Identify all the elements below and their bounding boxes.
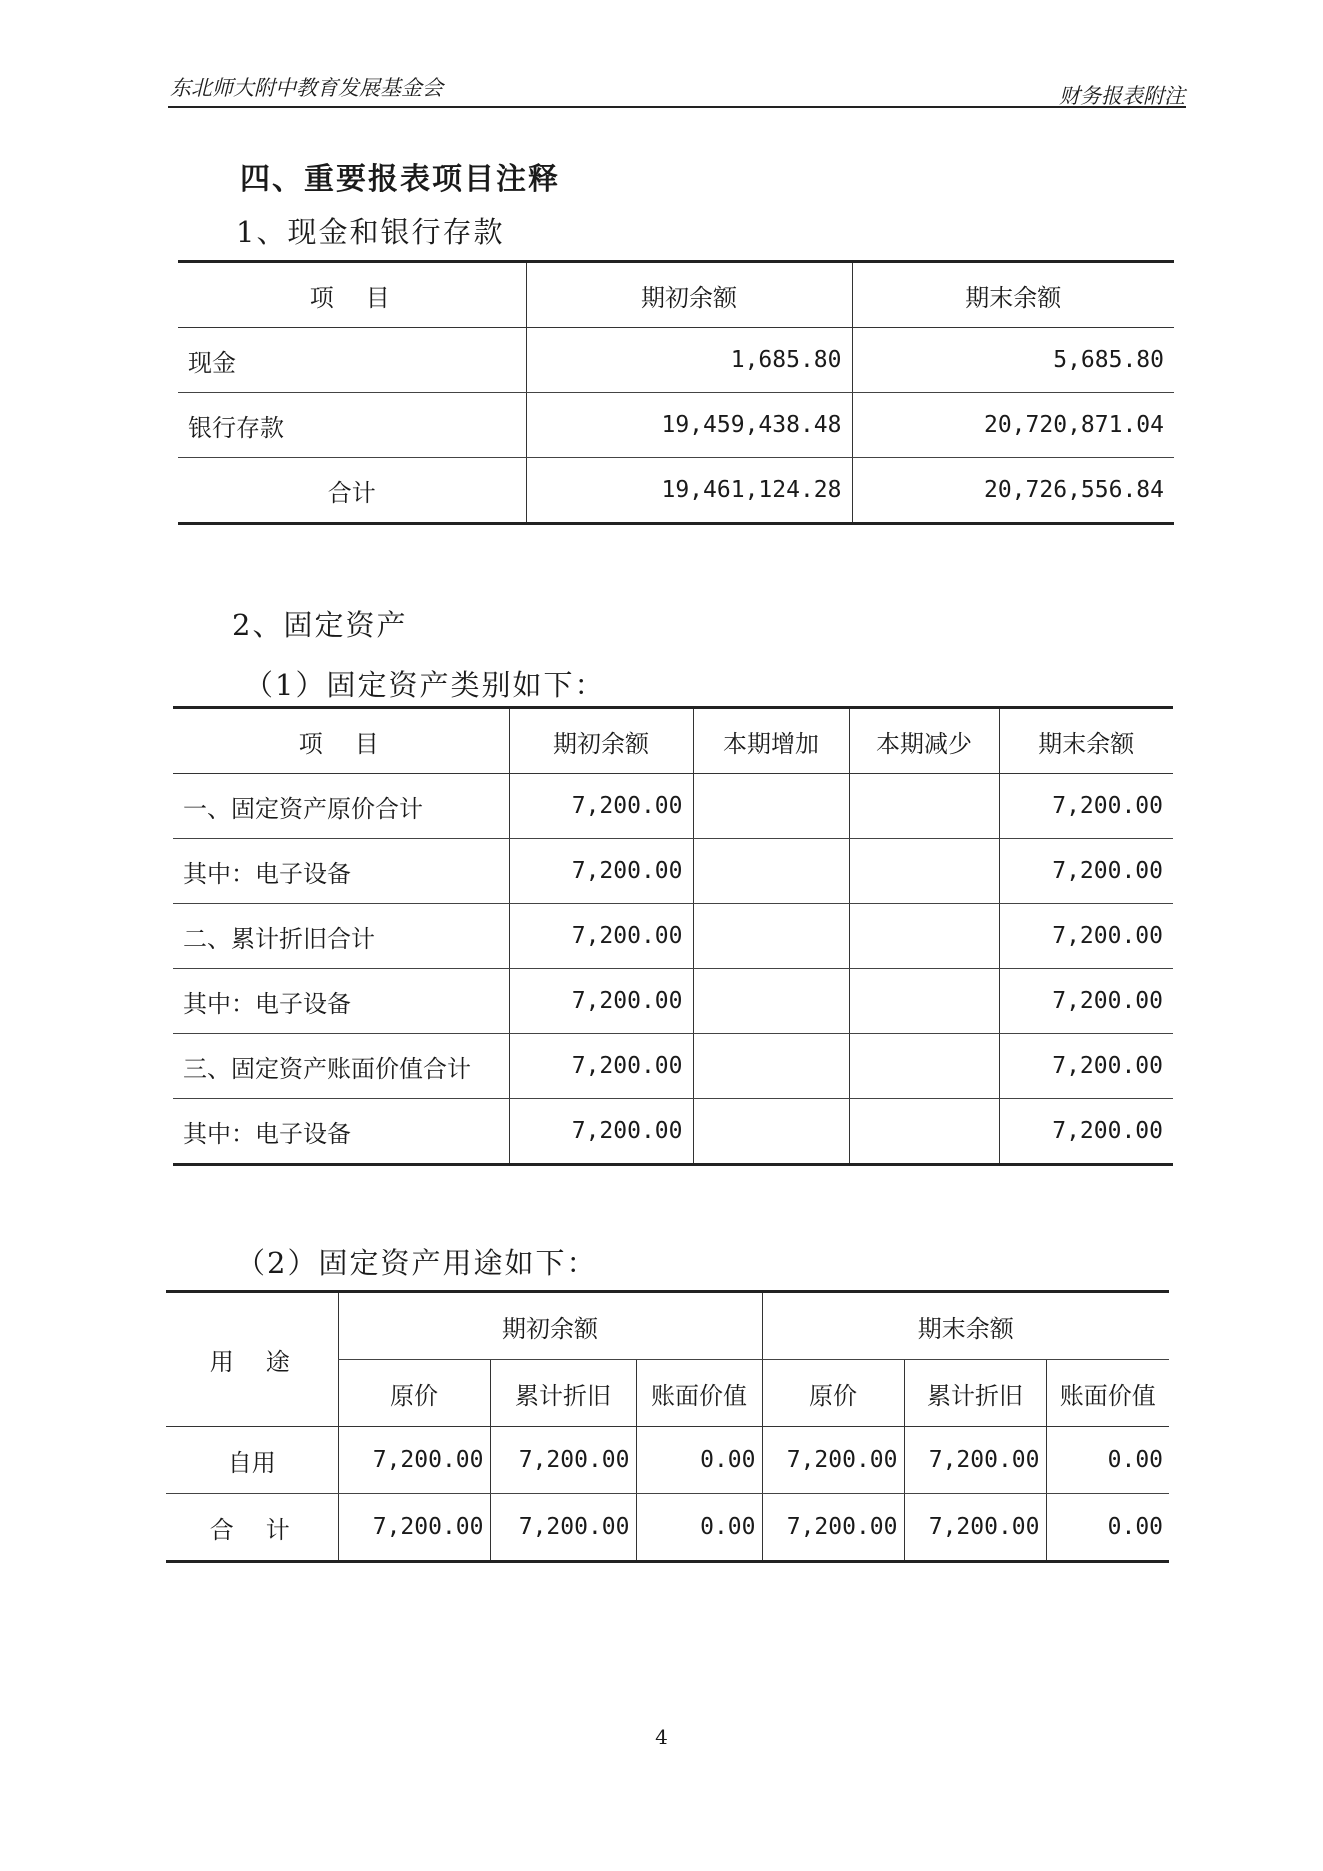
end-value: 7,200.00: [999, 839, 1173, 904]
begin-accumulated-depreciation: 7,200.00: [490, 1494, 636, 1562]
running-header-title: 财务报表附注: [1059, 84, 1185, 108]
subsection-cash-title: 1、现金和银行存款: [236, 215, 505, 249]
end-original-cost: 7,200.00: [762, 1494, 904, 1562]
page-number: 4: [655, 1725, 668, 1749]
table-header-row: [173, 708, 1173, 774]
end-book-value: 0.00: [1046, 1494, 1169, 1562]
header-begin-balance: 期初余额: [526, 262, 852, 328]
end-value: 7,200.00: [999, 774, 1173, 839]
begin-value: 7,200.00: [509, 774, 693, 839]
table-row: [178, 328, 1174, 393]
increase-value: [693, 1034, 849, 1099]
increase-value: [693, 969, 849, 1034]
begin-value: 1,685.80: [526, 328, 852, 393]
row-label: 三、固定资产账面价值合计: [173, 1034, 509, 1099]
header-begin-balance: 期初余额: [509, 708, 693, 774]
begin-value: 7,200.00: [509, 1034, 693, 1099]
increase-value: [693, 904, 849, 969]
begin-original-cost: 7,200.00: [338, 1494, 490, 1562]
header-book-value: 账面价值: [1046, 1360, 1169, 1427]
table-row-total: [178, 458, 1174, 524]
header-item: 项 目: [173, 708, 509, 774]
row-label: 现金: [178, 328, 526, 393]
end-value: 20,720,871.04: [852, 393, 1174, 458]
header-item: 项 目: [178, 262, 526, 328]
row-label: 二、累计折旧合计: [173, 904, 509, 969]
decrease-value: [849, 839, 999, 904]
end-accumulated-depreciation: 7,200.00: [904, 1427, 1046, 1494]
header-group-end-balance: 期末余额: [762, 1292, 1169, 1360]
subsection-fixed-assets-title: 2、固定资产: [232, 608, 408, 642]
table-row: [178, 393, 1174, 458]
header-original-cost: 原价: [762, 1360, 904, 1427]
table-row: [166, 1427, 1169, 1494]
end-value: 7,200.00: [999, 969, 1173, 1034]
table-row: [173, 904, 1173, 969]
end-book-value: 0.00: [1046, 1427, 1169, 1494]
header-book-value: 账面价值: [636, 1360, 762, 1427]
row-label: 一、固定资产原价合计: [173, 774, 509, 839]
begin-accumulated-depreciation: 7,200.00: [490, 1427, 636, 1494]
subsection-fixed-assets-usage-title: （2）固定资产用途如下：: [236, 1246, 598, 1280]
row-label: 其中：电子设备: [173, 839, 509, 904]
table-row: [173, 839, 1173, 904]
row-label: 其中：电子设备: [183, 1119, 351, 1148]
table-row: [173, 969, 1173, 1034]
header-end-balance: 期末余额: [999, 708, 1173, 774]
table-row-total: [166, 1494, 1169, 1562]
increase-value: [693, 774, 849, 839]
table-row: [173, 1099, 1173, 1165]
row-label: 合计: [327, 478, 376, 507]
begin-original-cost: 7,200.00: [338, 1427, 490, 1494]
decrease-value: [849, 969, 999, 1034]
fixed-assets-usage-table: [166, 1290, 1169, 1563]
begin-book-value: 0.00: [636, 1494, 762, 1562]
header-increase: 本期增加: [693, 708, 849, 774]
fixed-assets-category-table: [173, 706, 1173, 1166]
header-rule: [168, 106, 1186, 108]
header-decrease: 本期减少: [849, 708, 999, 774]
increase-value: [693, 1099, 849, 1165]
row-label: 银行存款: [178, 393, 526, 458]
begin-value: 19,459,438.48: [526, 393, 852, 458]
header-original-cost: 原价: [338, 1360, 490, 1427]
decrease-value: [849, 904, 999, 969]
header-accumulated-depreciation: 累计折旧: [904, 1360, 1046, 1427]
begin-value: 19,461,124.28: [526, 458, 852, 524]
table-row: [173, 1034, 1173, 1099]
end-accumulated-depreciation: 7,200.00: [904, 1494, 1046, 1562]
begin-value: 7,200.00: [509, 1099, 693, 1165]
row-label: 其中：电子设备: [173, 969, 509, 1034]
end-value: 7,200.00: [999, 904, 1173, 969]
decrease-value: [849, 1099, 999, 1165]
cash-bank-table: [178, 260, 1174, 525]
decrease-value: [849, 1034, 999, 1099]
row-label: 合 计: [209, 1515, 294, 1544]
subsection-fixed-assets-category-title: （1）固定资产类别如下：: [244, 668, 606, 702]
begin-book-value: 0.00: [636, 1427, 762, 1494]
header-accumulated-depreciation: 累计折旧: [490, 1360, 636, 1427]
section-title: 四、重要报表项目注释: [240, 162, 560, 197]
running-header-org: 东北师大附中教育发展基金会: [170, 76, 443, 100]
header-end-balance: 期末余额: [852, 262, 1174, 328]
begin-value: 7,200.00: [509, 969, 693, 1034]
begin-value: 7,200.00: [509, 904, 693, 969]
table-group-header-row: [166, 1292, 1169, 1360]
header-group-begin-balance: 期初余额: [338, 1292, 762, 1360]
begin-value: 7,200.00: [509, 839, 693, 904]
end-value: 7,200.00: [999, 1034, 1173, 1099]
increase-value: [693, 839, 849, 904]
table-header-row: [178, 262, 1174, 328]
decrease-value: [849, 774, 999, 839]
row-label: 自用: [166, 1427, 338, 1494]
table-row: [173, 774, 1173, 839]
end-value: 7,200.00: [999, 1099, 1173, 1165]
end-original-cost: 7,200.00: [762, 1427, 904, 1494]
end-value: 5,685.80: [852, 328, 1174, 393]
end-value: 20,726,556.84: [852, 458, 1174, 524]
header-usage: 用 途: [166, 1292, 338, 1427]
